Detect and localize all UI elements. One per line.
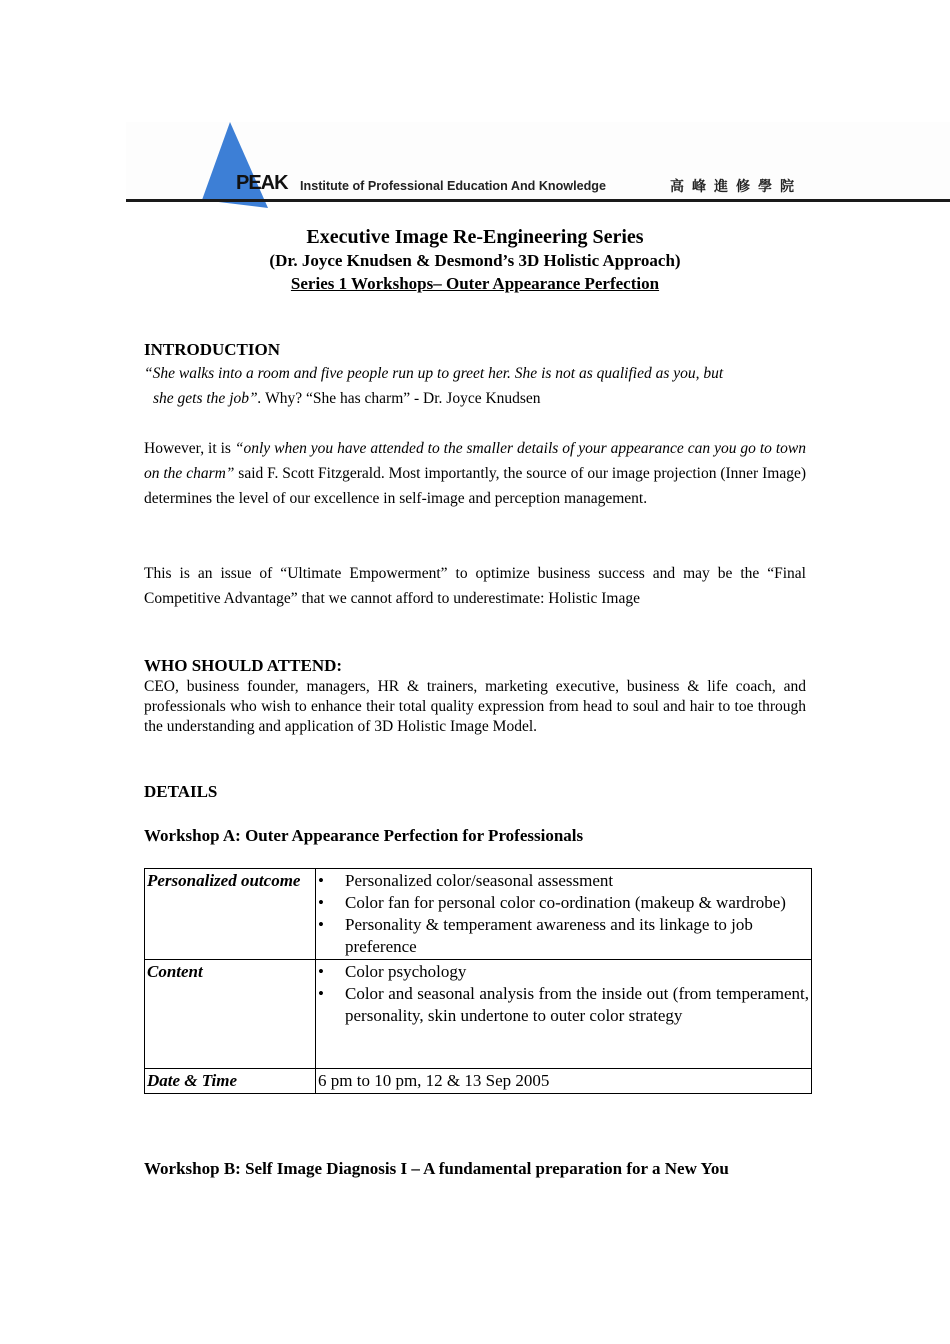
table-row	[145, 960, 812, 1069]
table-row	[145, 1069, 812, 1094]
list-item: • Color and seasonal analysis from the inside out (from temperament, personality, skin undertone to outer color strategy	[318, 983, 809, 1027]
date-value: 6 pm to 10 pm, 12 & 13 Sep 2005	[316, 1069, 812, 1094]
content-list	[318, 961, 809, 1027]
workshop-b-title: Workshop B: Self Image Diagnosis I – A fundamental preparation for a New You	[144, 1159, 729, 1178]
details-heading: DETAILS	[144, 782, 218, 801]
outcome-cell	[316, 869, 812, 960]
intro-quote-line2: she gets the job”. Why? “She has charm” - Dr. Joyce Knudsen	[153, 390, 541, 407]
introduction-section	[144, 339, 806, 411]
workshop-a-table	[144, 868, 812, 1094]
list-item: • Personality & temperament awareness and its linkage to job preference	[318, 914, 809, 958]
list-item: • Color fan for personal color co-ordination (makeup & wardrobe)	[318, 892, 809, 914]
list-item: • Color psychology	[318, 961, 809, 983]
content-cell	[316, 960, 812, 1069]
peak-logo-wordmark: PEAK	[236, 172, 288, 194]
intro-paragraph-fitzgerald: However, it is “only when you have attended to the smaller details of your appearance can you go to town on the charm” said F. Scott Fitzgerald. Most importantly, the source of our image projection (Inner Image) determines the level of our excellence in self-image and perception management.	[144, 440, 806, 507]
intro-quote-line1: “She walks into a room and five people run up to greet her. She is not as qualified as you, but	[144, 365, 724, 382]
outcome-list	[318, 870, 809, 958]
institute-tagline: Institute of Professional Education And Knowledge	[300, 179, 606, 193]
attend-heading: WHO SHOULD ATTEND:	[144, 656, 343, 675]
header-divider	[126, 199, 950, 202]
series-subtitle: (Dr. Joyce Knudsen & Desmond’s 3D Holistic Approach)	[269, 251, 681, 270]
intro-paragraph-empowerment: This is an issue of “Ultimate Empowerment” to optimize business success and may be the “Final Competitive Advantage” that we cannot afford to underestimate: Holistic Image	[144, 565, 806, 607]
table-row	[145, 869, 812, 960]
series-title: Executive Image Re-Engineering Series	[306, 226, 644, 248]
workshop-a-title: Workshop A: Outer Appearance Perfection for Professionals	[144, 826, 584, 845]
attend-text: CEO, business founder, managers, HR & trainers, marketing executive, business & life coach, and professionals who wish to enhance their total quality expression from head to soul and hair to toe through the understanding and application of 3D Holistic Image Model.	[144, 678, 806, 735]
series-workshop-title: Series 1 Workshops– Outer Appearance Perfection	[290, 274, 660, 293]
intro-quote	[144, 361, 806, 411]
title-block	[144, 224, 806, 295]
list-item: • Personalized color/seasonal assessment	[318, 870, 809, 892]
institute-chinese-name: 高峰進修學院	[670, 179, 802, 195]
outcome-label: Personalized outcome	[145, 869, 316, 960]
introduction-heading: INTRODUCTION	[144, 340, 281, 359]
attend-section	[144, 655, 806, 737]
content-label: Content	[145, 960, 316, 1069]
date-label: Date & Time	[145, 1069, 316, 1094]
